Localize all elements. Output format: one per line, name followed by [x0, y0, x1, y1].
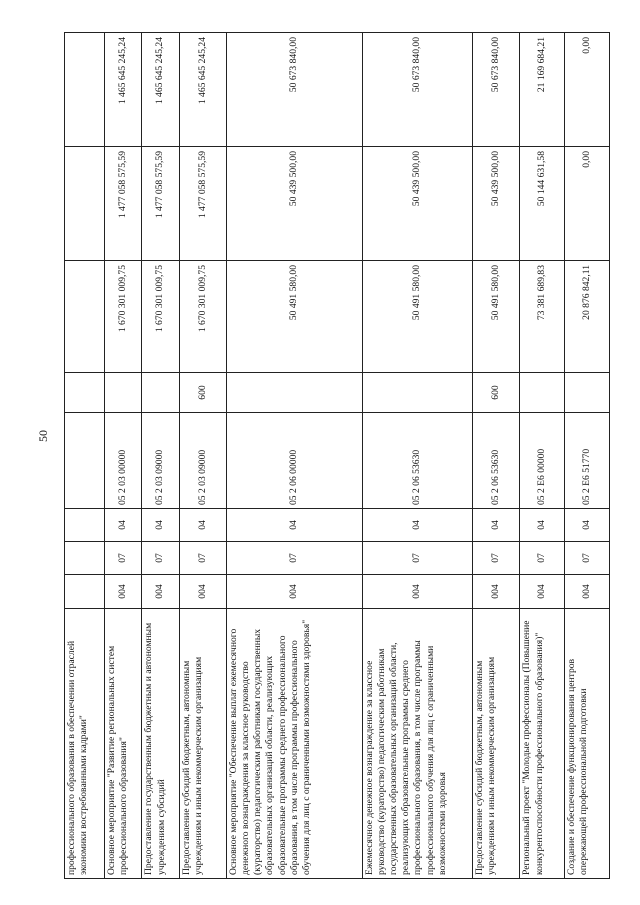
row-name: Основное мероприятие "Обеспечение выплат ежемесячного денежного вознаграждения за классное руководство (кураторство) педагогическим работникам государственных образовательных организаций области, реализующих образовательные программы среднего профессионального образования, в том числе программы профессионального обучения для лиц с ограниченными возможностями здоровья" [226, 609, 362, 879]
amount-2021: 1 465 645 245,24 [142, 33, 179, 147]
amount-2020: 50 439 500,00 [473, 147, 520, 261]
expense-type [226, 373, 362, 413]
amount-2019: 20 876 842,11 [564, 261, 609, 373]
ministry-code: 004 [564, 575, 609, 609]
amount-2019: 1 670 301 009,75 [105, 261, 142, 373]
ministry-code: 004 [105, 575, 142, 609]
table-row [142, 33, 179, 879]
expense-type [142, 373, 179, 413]
amount-2020: 1 477 058 575,59 [142, 147, 179, 261]
target-article: 05 2 03 00000 [105, 413, 142, 509]
amount-2019: 50 491 580,00 [226, 261, 362, 373]
table-row [473, 33, 520, 879]
table-row [362, 33, 473, 879]
ministry-code: 004 [226, 575, 362, 609]
expense-type [362, 373, 473, 413]
row-name: Основное мероприятие "Развитие региональных систем профессионального образования" [105, 609, 142, 879]
budget-table-rotated [64, 33, 610, 879]
table-row [179, 33, 226, 879]
table-row [65, 33, 105, 879]
amount-2019 [65, 261, 105, 373]
target-article [65, 413, 105, 509]
amount-2020: 50 144 631,58 [520, 147, 564, 261]
subsection-code [65, 509, 105, 542]
row-name: Создание и обеспечение функционирования центров опережающей профессиональной подготовки [564, 609, 609, 879]
amount-2020: 1 477 058 575,59 [179, 147, 226, 261]
section-code: 07 [226, 542, 362, 575]
expense-type [564, 373, 609, 413]
amount-2021 [65, 33, 105, 147]
amount-2021: 1 465 645 245,24 [105, 33, 142, 147]
amount-2020: 50 439 500,00 [362, 147, 473, 261]
expense-type [520, 373, 564, 413]
ministry-code: 004 [473, 575, 520, 609]
table-row [520, 33, 564, 879]
table-row [105, 33, 142, 879]
ministry-code: 004 [179, 575, 226, 609]
subsection-code: 04 [226, 509, 362, 542]
target-article: 05 2 03 09000 [179, 413, 226, 509]
section-code: 07 [362, 542, 473, 575]
table-row [226, 33, 362, 879]
section-code: 07 [564, 542, 609, 575]
target-article: 05 2 06 53630 [473, 413, 520, 509]
section-code: 07 [142, 542, 179, 575]
amount-2019: 50 491 580,00 [473, 261, 520, 373]
row-name: Ежемесячное денежное вознаграждение за классное руководство (кураторство) педагогическим работникам государственных образовательных организаций области, реализующих образовательные программы среднего профессионального образования, в том числе программы профессионального обучения для лиц с ограниченными возможностями здоровья [362, 609, 473, 879]
amount-2019: 1 670 301 009,75 [179, 261, 226, 373]
section-code: 07 [520, 542, 564, 575]
subsection-code: 04 [179, 509, 226, 542]
ministry-code: 004 [362, 575, 473, 609]
amount-2020 [65, 147, 105, 261]
expense-type: 600 [473, 373, 520, 413]
section-code: 07 [179, 542, 226, 575]
subsection-code: 04 [520, 509, 564, 542]
amount-2021: 50 673 840,00 [362, 33, 473, 147]
subsection-code: 04 [105, 509, 142, 542]
amount-2021: 1 465 645 245,24 [179, 33, 226, 147]
amount-2019: 50 491 580,00 [362, 261, 473, 373]
amount-2020: 50 439 500,00 [226, 147, 362, 261]
table-row [564, 33, 609, 879]
target-article: 05 2 Е6 51770 [564, 413, 609, 509]
target-article: 05 2 06 53630 [362, 413, 473, 509]
section-code: 07 [105, 542, 142, 575]
budget-table [64, 32, 610, 879]
amount-2019: 1 670 301 009,75 [142, 261, 179, 373]
amount-2020: 1 477 058 575,59 [105, 147, 142, 261]
target-article: 05 2 06 00000 [226, 413, 362, 509]
page-number: 50 [36, 430, 50, 442]
row-name: Региональный проект "Молодые профессионалы (Повышение конкурентоспособности профессионального образования)" [520, 609, 564, 879]
expense-type [105, 373, 142, 413]
amount-2021: 21 169 684,21 [520, 33, 564, 147]
section-code: 07 [473, 542, 520, 575]
subsection-code: 04 [564, 509, 609, 542]
amount-2021: 0,00 [564, 33, 609, 147]
row-name: Предоставление субсидий бюджетным, автономным учреждениям и иным некоммерческим организациям [473, 609, 520, 879]
row-name: Предоставление субсидий бюджетным, автономным учреждениям и иным некоммерческим организациям [179, 609, 226, 879]
section-code [65, 542, 105, 575]
target-article: 05 2 Е6 00000 [520, 413, 564, 509]
amount-2021: 50 673 840,00 [473, 33, 520, 147]
amount-2021: 50 673 840,00 [226, 33, 362, 147]
subsection-code: 04 [362, 509, 473, 542]
expense-type: 600 [179, 373, 226, 413]
row-name: профессионального образования в обеспечении отраслей экономики востребованными кадрами" [65, 609, 105, 879]
ministry-code: 004 [142, 575, 179, 609]
amount-2019: 73 381 689,83 [520, 261, 564, 373]
ministry-code: 004 [520, 575, 564, 609]
target-article: 05 2 03 09000 [142, 413, 179, 509]
row-name: Предоставление государственным бюджетным и автономным учреждениям субсидий [142, 609, 179, 879]
subsection-code: 04 [473, 509, 520, 542]
ministry-code [65, 575, 105, 609]
subsection-code: 04 [142, 509, 179, 542]
expense-type [65, 373, 105, 413]
amount-2020: 0,00 [564, 147, 609, 261]
